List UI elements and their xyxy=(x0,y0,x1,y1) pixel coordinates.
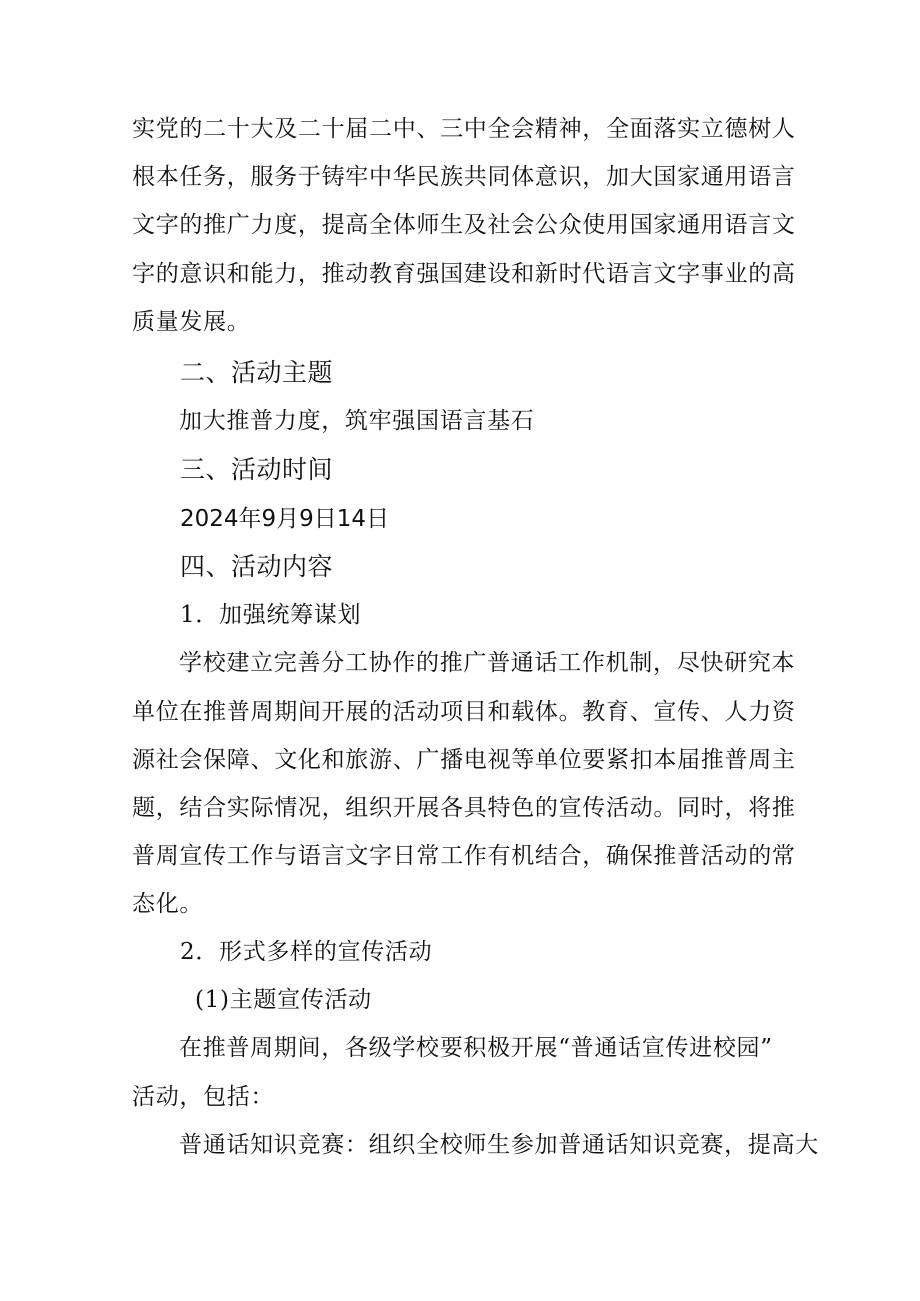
item1-line-3: 源社会保障、文化和旅游、广播电视等单位要紧扣本届推普周主 xyxy=(132,747,796,773)
item2-title: 2．形式多样的宣传活动 xyxy=(180,939,433,965)
intro-line-5: 质量发展。 xyxy=(132,309,251,335)
item1-line-1: 学校建立完善分工协作的推广普通话工作机制，尽快研究本 xyxy=(179,650,796,676)
item1-title: 1．加强统筹谋划 xyxy=(180,602,362,628)
item2-last-line: 普通话知识竞赛：组织全校师生参加普通话知识竞赛，提高大 xyxy=(179,1132,819,1158)
section-heading-theme: 二、活动主题 xyxy=(180,358,334,387)
item1-line-5: 普周宣传工作与语言文字日常工作有机结合，确保推普活动的常 xyxy=(132,843,796,869)
intro-line-4: 字的意识和能力，推动教育强国建设和新时代语言文字事业的高 xyxy=(132,261,796,287)
intro-line-1: 实党的二十大及二十届二中、三中全会精神，全面落实立德树人 xyxy=(132,116,796,142)
section-heading-content: 四、活动内容 xyxy=(180,552,334,581)
item1-line-4: 题，结合实际情况，组织开展各具特色的宣传活动。同时，将推 xyxy=(132,795,796,821)
item1-line-6: 态化。 xyxy=(132,891,204,917)
item1-line-2: 单位在推普周期间开展的活动项目和载体。教育、宣传、人力资 xyxy=(132,699,796,725)
theme-text: 加大推普力度，筑牢强国语言基石 xyxy=(179,408,535,434)
item2-sub1-line-1: 在推普周期间，各级学校要积极开展“普通话宣传进校园” xyxy=(179,1035,773,1061)
intro-line-3: 文字的推广力度，提高全体师生及社会公众使用国家通用语言文 xyxy=(132,212,796,238)
intro-line-2: 根本任务，服务于铸牢中华民族共同体意识，加大国家通用语言 xyxy=(132,164,796,190)
item2-sub1-title: (1)主题宣传活动 xyxy=(195,987,372,1013)
section-heading-time: 三、活动时间 xyxy=(180,455,334,484)
item2-sub1-line-2: 活动，包括： xyxy=(132,1084,275,1110)
time-text: 2024年9月9日14日 xyxy=(180,506,390,532)
